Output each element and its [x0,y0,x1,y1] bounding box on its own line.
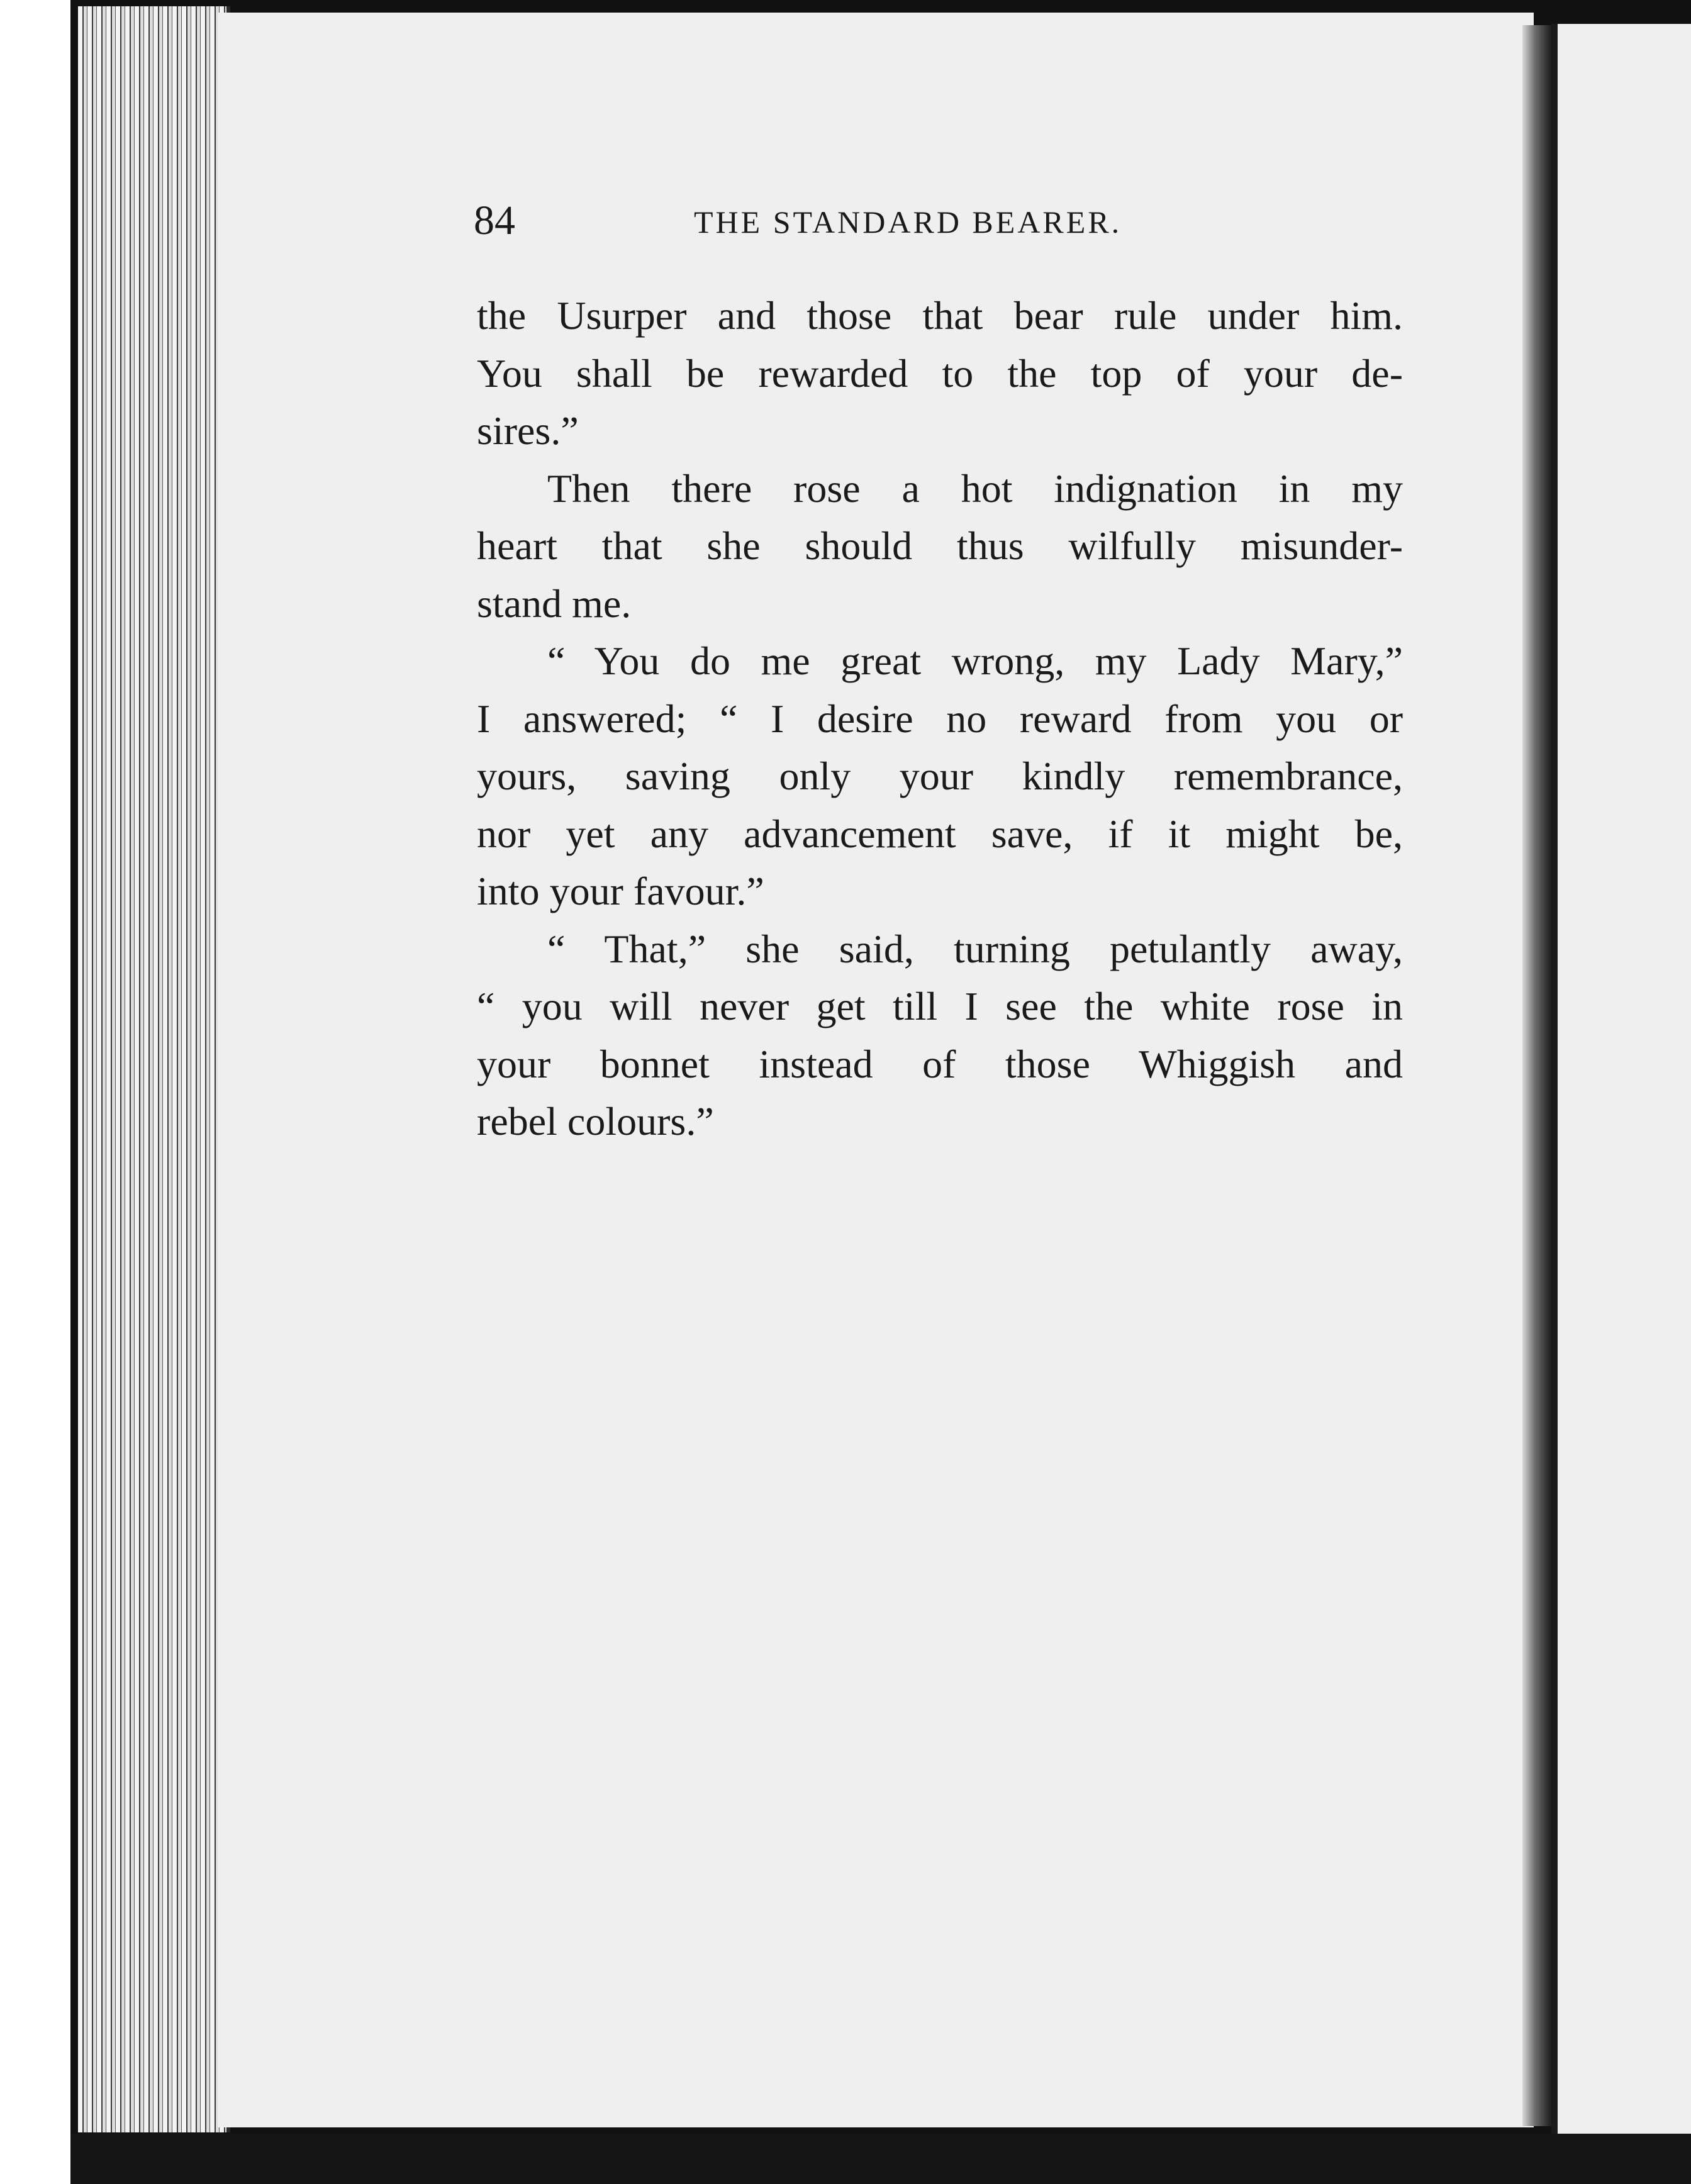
text-line: rebel colours.” [477,1099,714,1144]
text-line: your bonnet instead of those Whiggish and [477,1041,1403,1086]
paragraph-first-line: “ That,” she said, turning petulantly away, [547,926,1403,971]
text-line: heart that she should thus wilfully misunder- [477,523,1403,568]
page-number: 84 [474,198,515,243]
text-line: yours, saving only your kindly remembrance, [477,754,1403,798]
text-line: sires.” [477,408,579,453]
text-line: into your favour.” [477,869,764,913]
text-line: “ you will never get till I see the white rose in [477,984,1403,1028]
paragraph-first-line: Then there rose a hot indignation in my [547,465,1403,511]
body-text [477,287,1403,1150]
paragraph-first-line: “ You do me great wrong, my Lady Mary,” [547,638,1403,683]
facing-page [1551,24,1691,2139]
scanner-bottom-edge [70,2134,1691,2184]
text-line: nor yet any advancement save, if it might be, [477,811,1403,856]
text-line: I answered; “ I desire no reward from you or [477,696,1403,741]
gutter-shadow [1522,25,1551,2126]
page-edge-stack [78,6,230,2132]
text-line: the Usurper and those that bear rule under him. [477,293,1403,338]
text-line: stand me. [477,581,632,626]
running-title: THE STANDARD BEARER. [694,204,1122,240]
text-line: You shall be rewarded to the top of your de- [477,350,1403,396]
